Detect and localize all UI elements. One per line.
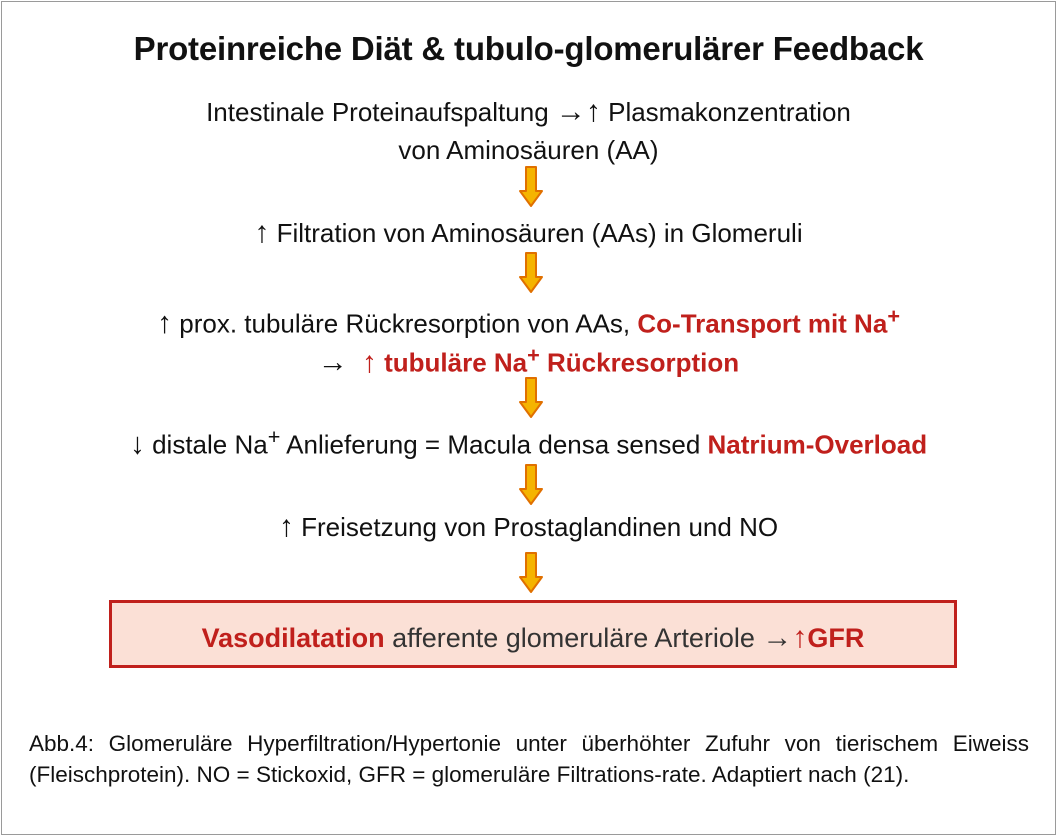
result-text (112, 621, 954, 655)
step-5-text: Freisetzung von Prostaglandinen und NO (293, 512, 779, 542)
step-3-line-2-highlight-sup: + (527, 342, 540, 367)
right-arrow-icon: → (555, 95, 586, 128)
flow-arrow-2 (518, 252, 544, 294)
result-highlight: Vasodilatation (201, 623, 385, 653)
up-arrow-icon: ↑ (254, 216, 270, 249)
step-4-line (0, 424, 1057, 462)
step-1-line-2: von Aminosäuren (AA) (398, 135, 659, 165)
down-arrow-icon: ↓ (129, 427, 145, 461)
up-arrow-icon: ↑ (792, 621, 808, 654)
step-3-line-2-highlight-a: tubuläre Na (376, 347, 528, 378)
up-arrow-icon: ↑ (278, 510, 294, 543)
step-4-text-sup: + (267, 424, 281, 449)
flow-arrow-4 (518, 464, 544, 506)
step-1-line-1 (0, 95, 1057, 129)
diagram-title: Proteinreiche Diät & tubulo-glomerulärer Feedback (133, 30, 924, 67)
flow-arrow-1 (518, 166, 544, 208)
up-arrow-icon: ↑ (361, 345, 377, 379)
right-arrow-icon: → (762, 621, 793, 654)
up-arrow-icon: ↑ (585, 95, 601, 128)
figure-caption: Abb.4: Glomeruläre Hyperfiltration/Hypertonie unter überhöhter Zufuhr von tierischem Eiweiss (Fleischprotein). NO = Stickoxid, GFR = glomeruläre Filtrations-rate. Adaptiert nach (21). (29, 731, 1029, 787)
step-4-text-a: distale Na (144, 429, 268, 460)
step-3-line-1 (0, 303, 1057, 341)
flow-arrow-3 (518, 377, 544, 419)
step-3-highlight: Co-Transport mit Na (637, 308, 888, 339)
up-arrow-icon: ↑ (157, 306, 173, 340)
result-gfr: GFR (807, 623, 865, 653)
flow-arrow-5 (518, 552, 544, 594)
step-4-text-b: Anlieferung = Macula densa sensed (280, 429, 708, 460)
step-3-text: prox. tubuläre Rückresorption von AAs, (172, 308, 638, 339)
right-arrow-icon: → (317, 345, 348, 379)
step-3-highlight-sup: + (887, 303, 900, 328)
step-5-line (0, 510, 1057, 544)
step-1-suffix: Plasmakonzentration (600, 97, 851, 127)
step-3-line-2-highlight-b: Rückresorption (539, 347, 740, 378)
result-middle-text: afferente glomeruläre Arteriole (384, 623, 763, 653)
step-2-text: Filtration von Aminosäuren (AAs) in Glomeruli (269, 218, 803, 248)
step-4-highlight: Natrium-Overload (707, 429, 928, 460)
result-box (109, 600, 957, 668)
step-1-prefix: Intestinale Proteinaufspaltung (206, 97, 556, 127)
step-2-line (0, 216, 1057, 250)
step-3-line-2 (0, 342, 1057, 380)
